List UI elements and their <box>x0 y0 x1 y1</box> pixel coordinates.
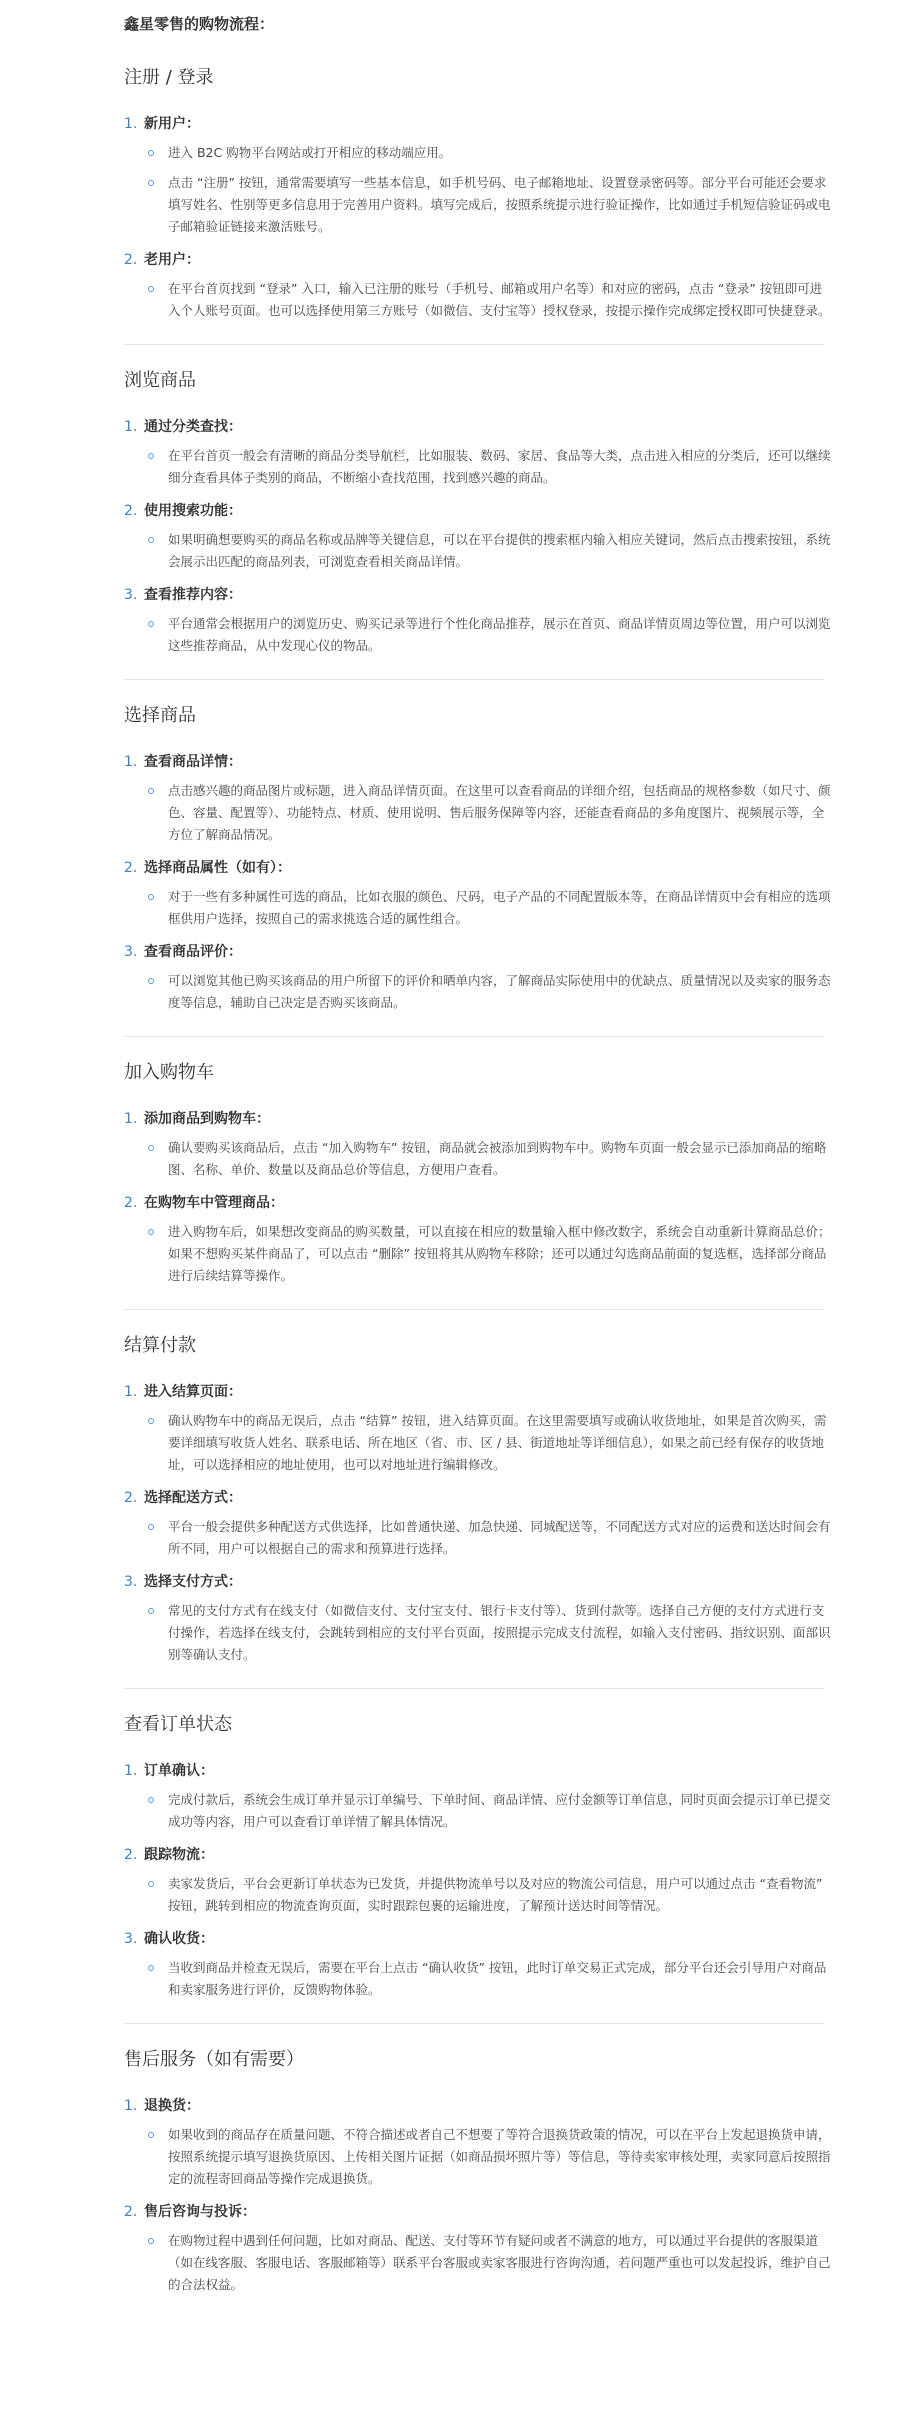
step-number: 3. <box>124 1574 138 1590</box>
section <box>124 702 909 1014</box>
list-item-text: 常见的支付方式有在线支付（如微信支付、支付宝支付、银行卡支付等）、货到付款等。选择自己方便的支付方式进行支付操作，若选择在线支付，会跳转到相应的支付平台页面，按照提示完成支付流程，如输入支付密码、指纹识别、面部识别等确认支付。 <box>168 1603 831 1662</box>
list-item-text: 对于一些有多种属性可选的商品，比如衣服的颜色、尺码，电子产品的不同配置版本等，在商品详情页中会有相应的选项框供用户选择，按照自己的需求挑选合适的属性组合。 <box>168 889 831 926</box>
step-title: 售后咨询与投诉： <box>144 2204 256 2220</box>
section-divider <box>124 1688 824 1689</box>
step-title: 订单确认： <box>144 1763 214 1779</box>
section-title: 选择商品 <box>124 705 196 726</box>
step <box>124 246 909 322</box>
step-title: 查看商品评价： <box>144 944 242 960</box>
list-item-text: 平台一般会提供多种配送方式供选择，比如普通快递、加急快递、同城配送等，不同配送方式对应的运费和送达时间会有所不同，用户可以根据自己的需求和预算进行选择。 <box>168 1519 831 1556</box>
step-number: 2. <box>124 1195 138 1211</box>
section-title: 售后服务（如有需要） <box>124 2049 304 2070</box>
list-item <box>144 2230 832 2296</box>
step-number: 1. <box>124 1384 138 1400</box>
step-title: 选择商品属性（如有）： <box>144 860 291 876</box>
list-item-text: 完成付款后，系统会生成订单并显示订单编号、下单时间、商品详情、应付金额等订单信息，同时页面会提示订单已提交成功等内容，用户可以查看订单详情了解具体情况。 <box>168 1792 831 1829</box>
list-item <box>144 1600 832 1666</box>
section-title: 结算付款 <box>124 1335 196 1356</box>
step <box>124 581 909 657</box>
list-item-text: 卖家发货后，平台会更新订单状态为已发货，并提供物流单号以及对应的物流公司信息，用户可以通过点击 “查看物流” 按钮，跳转到相应的物流查询页面，实时跟踪包裹的运输进度，了解预计送达时间等情况。 <box>168 1876 823 1913</box>
step <box>124 1105 909 1181</box>
step <box>124 1189 909 1287</box>
list-item <box>144 780 832 846</box>
step-number: 1. <box>124 1111 138 1127</box>
step-title: 跟踪物流： <box>144 1847 214 1863</box>
step-number: 3. <box>124 587 138 603</box>
bullet-circle-icon <box>148 537 154 543</box>
step <box>124 1925 909 2001</box>
list-item-text: 如果收到的商品存在质量问题、不符合描述或者自己不想要了等符合退换货政策的情况，可以在平台上发起退换货申请，按照系统提示填写退换货原因、上传相关图片证据（如商品损坏照片等）等信息，等待卖家审核处理，卖家同意后按照指定的流程寄回商品等操作完成退换货。 <box>168 2127 831 2186</box>
list-item <box>144 1516 832 1560</box>
step-number: 3. <box>124 1931 138 1947</box>
section-divider <box>124 1036 824 1037</box>
list-item-text: 可以浏览其他已购买该商品的用户所留下的评价和晒单内容，了解商品实际使用中的优缺点、质量情况以及卖家的服务态度等信息，辅助自己决定是否购买该商品。 <box>168 973 831 1010</box>
step-number: 1. <box>124 1763 138 1779</box>
list-item-text: 点击 “注册” 按钮，通常需要填写一些基本信息，如手机号码、电子邮箱地址、设置登录密码等。部分平台可能还会要求填写姓名、性别等更多信息用于完善用户资料。填写完成后，按照系统提示进行验证操作，比如通过手机短信验证码或电子邮箱验证链接来激活账号。 <box>168 175 831 234</box>
section-divider <box>124 1309 824 1310</box>
bullet-circle-icon <box>148 894 154 900</box>
section-title: 注册 / 登录 <box>124 67 214 88</box>
list-item <box>144 529 832 573</box>
list-item-text: 在平台首页找到 “登录” 入口，输入已注册的账号（手机号、邮箱或用户名等）和对应的密码，点击 “登录” 按钮即可进入个人账号页面。也可以选择使用第三方账号（如微信、支付宝等）授权登录，按提示操作完成绑定授权即可快捷登录。 <box>168 281 831 318</box>
intro-heading: 鑫星零售的购物流程： <box>124 15 275 33</box>
step <box>124 938 909 1014</box>
list-item <box>144 142 832 164</box>
list-item <box>144 1789 832 1833</box>
step-title: 老用户： <box>144 252 200 268</box>
section <box>124 1059 909 1287</box>
step-title: 查看商品详情： <box>144 754 242 770</box>
step-number: 2. <box>124 252 138 268</box>
step-number: 2. <box>124 503 138 519</box>
section <box>124 64 909 322</box>
step <box>124 497 909 573</box>
bullet-circle-icon <box>148 788 154 794</box>
step <box>124 2198 909 2296</box>
bullet-circle-icon <box>148 150 154 156</box>
list-item <box>144 613 832 657</box>
step-title: 查看推荐内容： <box>144 587 242 603</box>
section-divider <box>124 344 824 345</box>
list-item-text: 在购物过程中遇到任何问题，比如对商品、配送、支付等环节有疑问或者不满意的地方，可以通过平台提供的客服渠道（如在线客服、客服电话、客服邮箱等）联系平台客服或卖家客服进行咨询沟通，若问题严重也可以发起投诉，维护自己的合法权益。 <box>168 2233 831 2292</box>
step-number: 2. <box>124 2204 138 2220</box>
bullet-circle-icon <box>148 978 154 984</box>
list-item-text: 确认购物车中的商品无误后，点击 “结算” 按钮，进入结算页面。在这里需要填写或确认收货地址，如果是首次购买，需要详细填写收货人姓名、联系电话、所在地区（省、市、区 / 县、街道地址等详细信息），如果之前已经有保存的收货地址，可以选择相应的地址使用，也可以对地址进行编辑修改。 <box>168 1413 827 1472</box>
step <box>124 748 909 846</box>
bullet-circle-icon <box>148 1608 154 1614</box>
list-item <box>144 970 832 1014</box>
bullet-circle-icon <box>148 1881 154 1887</box>
step-number: 1. <box>124 419 138 435</box>
section <box>124 367 909 657</box>
bullet-circle-icon <box>148 453 154 459</box>
section <box>124 1711 909 2001</box>
step-title: 通过分类查找： <box>144 419 242 435</box>
section-divider <box>124 679 824 680</box>
step-title: 选择配送方式： <box>144 1490 242 1506</box>
list-item <box>144 445 832 489</box>
list-item <box>144 1221 832 1287</box>
bullet-circle-icon <box>148 1229 154 1235</box>
list-item <box>144 1410 832 1476</box>
step-number: 3. <box>124 944 138 960</box>
list-item <box>144 172 832 238</box>
list-item-text: 在平台首页一般会有清晰的商品分类导航栏，比如服装、数码、家居、食品等大类，点击进入相应的分类后，还可以继续细分查看具体子类别的商品，不断缩小查找范围，找到感兴趣的商品。 <box>168 448 831 485</box>
step-title: 添加商品到购物车： <box>144 1111 270 1127</box>
section-divider <box>124 2023 824 2024</box>
bullet-circle-icon <box>148 1797 154 1803</box>
step <box>124 1757 909 1833</box>
step <box>124 413 909 489</box>
section-title: 查看订单状态 <box>124 1714 232 1735</box>
list-item-text: 进入 B2C 购物平台网站或打开相应的移动端应用。 <box>168 145 452 160</box>
list-item-text: 点击感兴趣的商品图片或标题，进入商品详情页面。在这里可以查看商品的详细介绍，包括商品的规格参数（如尺寸、颜色、容量、配置等）、功能特点、材质、使用说明、售后服务保障等内容，还能查看商品的多角度图片、视频展示等，全方位了解商品情况。 <box>168 783 831 842</box>
list-item-text: 确认要购买该商品后，点击 “加入购物车” 按钮，商品就会被添加到购物车中。购物车页面一般会显示已添加商品的缩略图、名称、单价、数量以及商品总价等信息，方便用户查看。 <box>168 1140 827 1177</box>
step <box>124 110 909 238</box>
list-item-text: 平台通常会根据用户的浏览历史、购买记录等进行个性化商品推荐，展示在首页、商品详情页周边等位置，用户可以浏览这些推荐商品，从中发现心仪的物品。 <box>168 616 831 653</box>
step <box>124 1841 909 1917</box>
list-item <box>144 886 832 930</box>
step <box>124 2092 909 2190</box>
list-item <box>144 1873 832 1917</box>
section <box>124 1332 909 1666</box>
list-item-text: 当收到商品并检查无误后，需要在平台上点击 “确认收货” 按钮，此时订单交易正式完成，部分平台还会引导用户对商品和卖家服务进行评价，反馈购物体验。 <box>168 1960 827 1997</box>
bullet-circle-icon <box>148 1418 154 1424</box>
section-title: 浏览商品 <box>124 370 196 391</box>
list-item <box>144 1957 832 2001</box>
sections-container <box>124 64 909 2296</box>
bullet-circle-icon <box>148 1524 154 1530</box>
list-item <box>144 1137 832 1181</box>
step-title: 在购物车中管理商品： <box>144 1195 284 1211</box>
list-item <box>144 278 832 322</box>
bullet-circle-icon <box>148 2238 154 2244</box>
step <box>124 1484 909 1560</box>
step-number: 1. <box>124 754 138 770</box>
step-title: 退换货： <box>144 2098 200 2114</box>
bullet-circle-icon <box>148 1965 154 1971</box>
list-item <box>144 2124 832 2190</box>
step-title: 使用搜索功能： <box>144 503 242 519</box>
list-item-text: 如果明确想要购买的商品名称或品牌等关键信息，可以在平台提供的搜索框内输入相应关键词，然后点击搜索按钮，系统会展示出匹配的商品列表，可浏览查看相关商品详情。 <box>168 532 831 569</box>
bullet-circle-icon <box>148 180 154 186</box>
step-number: 2. <box>124 1490 138 1506</box>
step-number: 2. <box>124 860 138 876</box>
step-title: 进入结算页面： <box>144 1384 242 1400</box>
step-title: 选择支付方式： <box>144 1574 242 1590</box>
step <box>124 1378 909 1476</box>
bullet-circle-icon <box>148 1145 154 1151</box>
bullet-circle-icon <box>148 621 154 627</box>
step <box>124 854 909 930</box>
step-number: 1. <box>124 2098 138 2114</box>
bullet-circle-icon <box>148 286 154 292</box>
section <box>124 2046 909 2296</box>
step-title: 确认收货： <box>144 1931 214 1947</box>
step <box>124 1568 909 1666</box>
step-number: 2. <box>124 1847 138 1863</box>
step-number: 1. <box>124 116 138 132</box>
step-title: 新用户： <box>144 116 200 132</box>
list-item-text: 进入购物车后，如果想改变商品的购买数量，可以直接在相应的数量输入框中修改数字，系统会自动重新计算商品总价；如果不想购买某件商品了，可以点击 “删除” 按钮将其从购物车移除；还可以通过勾选商品前面的复选框，选择部分商品进行后续结算等操作。 <box>168 1224 831 1283</box>
section-title: 加入购物车 <box>124 1062 214 1083</box>
bullet-circle-icon <box>148 2132 154 2138</box>
